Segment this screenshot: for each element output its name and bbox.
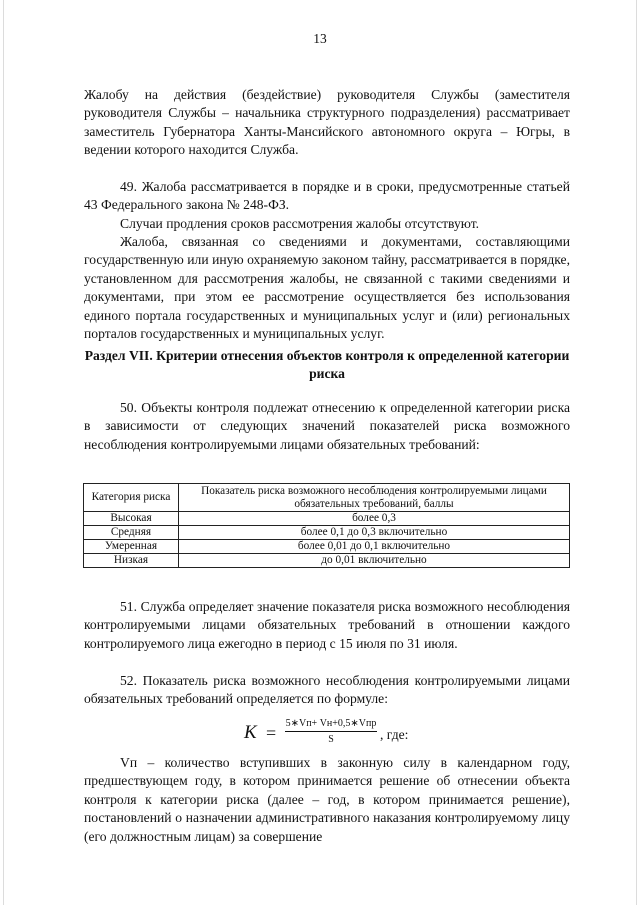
table-row: [84, 512, 570, 526]
category-cell: Низкая: [84, 554, 179, 568]
formula-tail: , где:: [380, 727, 409, 742]
paragraph-vp-definition: Vп – количество вступивших в законную силу в календарном году, предшествующем году, в котором принимается решение об отнесении объекта контроля к категории риска (далее – год, в котором принимается решение), постановлений о назначении административного наказания контролируемому лицу (его должностным лицам) за совершение: [84, 755, 570, 844]
formula-numerator: 5∗Vп+ Vн+0,5∗Vпр: [285, 718, 377, 732]
value-cell: более 0,01 до 0,1 включительно: [179, 540, 570, 554]
table-row: [84, 554, 570, 568]
paragraph-51: 51. Служба определяет значение показателя риска возможного несоблюдения контролируемыми лицами обязательных требований в отношении каждого контролируемого лица ежегодно в период с 15 июля по 31 июля.: [84, 599, 570, 651]
paragraph-no-extension: Случаи продления сроков рассмотрения жалобы отсутствуют.: [120, 216, 480, 231]
risk-category-table: [83, 483, 570, 568]
paragraph-complaint-deputy: Жалобу на действия (бездействие) руководителя Службы (заместителя руководителя Службы – начальника структурного подразделения) рассматривает заместитель Губернатора Ханты-Мансийского автономного округа – Югры, в ведении которого находится Служба.: [84, 87, 570, 158]
right-scan-edge: [636, 0, 637, 905]
table-row: [84, 540, 570, 554]
header-indicator: Показатель риска возможного несоблюдения контролируемыми лицами обязательных требований, баллы: [179, 484, 570, 512]
table-header-row: [84, 484, 570, 512]
value-cell: более 0,1 до 0,3 включительно: [179, 526, 570, 540]
formula-denominator: S: [328, 734, 334, 745]
formula-lhs: K: [244, 722, 257, 743]
paragraph-49: 49. Жалоба рассматривается в порядке и в сроки, предусмотренные статьей 43 Федерального закона № 248-ФЗ.: [84, 179, 570, 213]
category-cell: Средняя: [84, 526, 179, 540]
table-row: [84, 526, 570, 540]
left-scan-edge: [3, 0, 4, 905]
header-category: Категория риска: [84, 484, 179, 512]
value-cell: более 0,3: [179, 512, 570, 526]
paragraph-52: 52. Показатель риска возможного несоблюдения контролируемыми лицами обязательных требований определяется по формуле:: [84, 673, 570, 707]
paragraph-50: 50. Объекты контроля подлежат отнесению к определенной категории риска в зависимости от следующих значений показателей риска возможного несоблюдения контролируемыми лицами обязательных требований:: [84, 400, 570, 452]
formula-equals: =: [266, 723, 277, 743]
category-cell: Умеренная: [84, 540, 179, 554]
section-heading: Раздел VII. Критерии отнесения объектов контроля к определенной категории риска: [84, 348, 570, 382]
page-number: 13: [313, 31, 327, 46]
category-cell: Высокая: [84, 512, 179, 526]
value-cell: до 0,01 включительно: [179, 554, 570, 568]
paragraph-secret-info: Жалоба, связанная со сведениями и документами, составляющими государственную или иную охраняемую законом тайну, рассматривается в порядке, установленном для рассмотрения жалобы, не связанной с такими сведениями и документами, при этом ее рассмотрение осуществляется без использования единого портала государственных и муниципальных услуг и (или) региональных порталов государственных и муниципальных услуг.: [84, 234, 570, 342]
